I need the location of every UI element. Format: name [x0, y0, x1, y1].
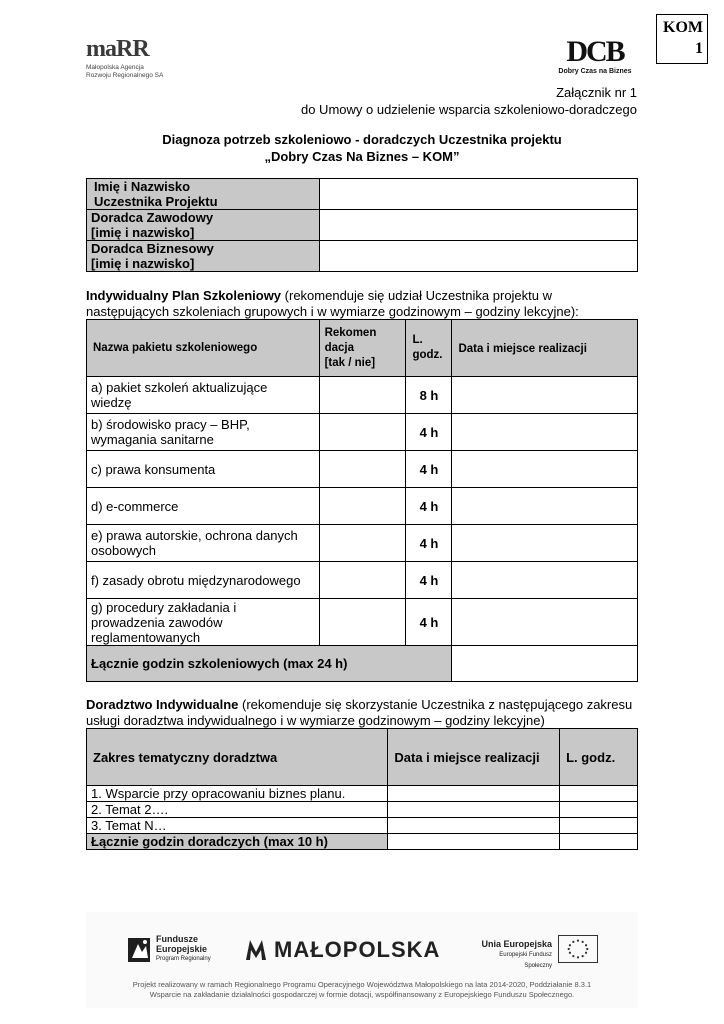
advisory-topic: 3. Temat N… [87, 818, 388, 834]
training-row [87, 451, 638, 488]
col-recommendation-line1: Rekomen [324, 326, 377, 339]
business-advisor-field[interactable] [320, 241, 638, 272]
eu-text [474, 939, 552, 972]
training-hours: 4 h [406, 488, 452, 525]
document-code-number: 1 [695, 40, 703, 57]
marr-logo [86, 36, 206, 84]
eu-flag-icon [558, 935, 598, 963]
training-hours: 4 h [406, 525, 452, 562]
training-total-label: Łącznie godzin szkoleniowych (max 24 h) [87, 646, 452, 682]
training-date-place-cell[interactable] [452, 488, 638, 525]
training-hours: 8 h [406, 377, 452, 414]
document-code-box [656, 14, 708, 64]
career-advisor-label-line1: Doradca Zawodowy [91, 210, 214, 225]
col-advisory-scope: Zakres tematyczny doradztwa [87, 729, 388, 786]
training-name [87, 414, 320, 451]
participant-name-label-line2: Uczestnika Projektu [94, 194, 218, 209]
col-recommendation-line2: dacja [324, 341, 354, 354]
fe-line3: Program Regionalny [156, 956, 211, 962]
career-advisor-field[interactable] [320, 210, 638, 241]
advisory-date-place-cell[interactable] [388, 818, 560, 834]
advisory-hours-cell[interactable] [560, 786, 638, 802]
career-advisor-label [87, 210, 320, 241]
training-row [87, 488, 638, 525]
training-recommendation-cell[interactable] [319, 562, 406, 599]
advisory-row [87, 802, 638, 818]
col-date-place: Data i miejsce realizacji [452, 320, 638, 377]
training-name [87, 451, 320, 488]
col-hours-line2: godz. [412, 349, 443, 361]
training-row [87, 599, 638, 646]
fundusze-europejskie-logo [128, 932, 220, 968]
training-plan-header-row [87, 320, 638, 377]
fe-line2: Europejskie [156, 944, 208, 954]
training-name-line1: a) pakiet szkoleń aktualizujące [91, 380, 268, 395]
training-plan-heading-bold: Indywidualny Plan Szkoleniowy [86, 288, 282, 303]
attachment-number: Załącznik nr 1 [556, 85, 637, 100]
document-title-line2: „Dobry Czas Na Biznes – KOM” [264, 149, 460, 164]
funding-note [86, 980, 638, 1000]
participant-name-field[interactable] [320, 179, 638, 210]
document-title-line1: Diagnoza potrzeb szkoleniowo - doradczych Uczestnika projektu [162, 132, 562, 147]
business-advisor-row [87, 241, 638, 272]
advisory-row [87, 818, 638, 834]
dcb-logo-word: DCB [566, 35, 624, 68]
training-recommendation-cell[interactable] [319, 377, 406, 414]
malopolska-text: MAŁOPOLSKA [274, 937, 441, 962]
advisory-table [86, 728, 638, 850]
training-name-line2: wiedzę [91, 395, 132, 410]
col-recommendation [319, 320, 406, 377]
training-recommendation-cell[interactable] [319, 414, 406, 451]
training-recommendation-cell[interactable] [319, 488, 406, 525]
training-row [87, 562, 638, 599]
marr-logo-sub2: Rozwoju Regionalnego SA [86, 72, 164, 79]
advisory-topic: 2. Temat 2…. [87, 802, 388, 818]
training-name-line2: prowadzenia zawodów [91, 614, 223, 630]
training-name-line1: e) prawa autorskie, ochrona danych [91, 528, 298, 543]
dcb-logo-sub: Dobry Czas na Biznes [558, 68, 632, 75]
participant-table [86, 178, 638, 272]
training-date-place-cell[interactable] [452, 377, 638, 414]
training-hours: 4 h [406, 562, 452, 599]
training-hours: 4 h [406, 599, 452, 646]
training-date-place-cell[interactable] [452, 414, 638, 451]
advisory-header-row [87, 729, 638, 786]
advisory-hours-cell[interactable] [560, 802, 638, 818]
business-advisor-label-line1: Doradca Biznesowy [91, 241, 214, 256]
advisory-topic: 1. Wsparcie przy opracowaniu biznes planu. [87, 786, 388, 802]
col-hours-line1: L. [412, 334, 423, 346]
training-date-place-cell[interactable] [452, 562, 638, 599]
advisory-total-hours-cell[interactable] [560, 834, 638, 850]
training-recommendation-cell[interactable] [319, 599, 406, 646]
attachment-header [301, 84, 637, 118]
training-hours: 4 h [406, 451, 452, 488]
training-row [87, 414, 638, 451]
col-advisory-date-place: Data i miejsce realizacji [388, 729, 560, 786]
training-row [87, 525, 638, 562]
advisory-date-place-cell[interactable] [388, 802, 560, 818]
eu-line1: Unia Europejska [481, 939, 552, 949]
col-recommendation-line3: [tak / nie] [324, 356, 376, 369]
training-row [87, 377, 638, 414]
document-title [86, 131, 638, 165]
training-recommendation-cell[interactable] [319, 525, 406, 562]
advisory-total-place-cell[interactable] [388, 834, 560, 850]
training-name [87, 525, 320, 562]
advisory-date-place-cell[interactable] [388, 786, 560, 802]
fundusze-europejskie-icon [128, 932, 152, 966]
training-recommendation-cell[interactable] [319, 451, 406, 488]
funding-note-line2: Wsparcie na zakładanie działalności gospodarczej w formie dotacji, współfinansowany z Europejskiego Funduszu Społecznego. [149, 990, 575, 999]
training-date-place-cell[interactable] [452, 599, 638, 646]
advisory-heading-bold: Doradztwo Indywidualne [86, 697, 239, 712]
participant-name-label [87, 179, 320, 210]
training-name-line1: d) e-commerce [91, 498, 179, 514]
training-name-line3: reglamentowanych [91, 629, 201, 645]
participant-name-label-line1: Imię i Nazwisko [94, 179, 191, 194]
eu-line2: Europejski Fundusz Społeczny [499, 952, 552, 969]
training-plan-table [86, 319, 638, 682]
advisory-total-row [87, 834, 638, 850]
training-name-line2: osobowych [91, 543, 157, 558]
advisory-heading-text: (rekomenduje się skorzystanie Uczestnika z następującego zakresu usługi doradztwa indywidualnego i w wymiarze godzinowym – godziny lekcyjne) [86, 697, 633, 728]
marr-logo-word: maRR [86, 36, 149, 62]
col-hours [406, 320, 452, 377]
advisory-hours-cell[interactable] [560, 818, 638, 834]
col-advisory-hours: L. godz. [560, 729, 638, 786]
training-name-line1: c) prawa konsumenta [91, 461, 216, 477]
training-name-line1: g) procedury zakładania i [91, 599, 237, 615]
dcb-logo [550, 35, 640, 78]
training-name [87, 562, 320, 599]
marr-logo-sub1: Małopolska Agencja [86, 64, 144, 71]
advisory-row [87, 786, 638, 802]
career-advisor-row [87, 210, 638, 241]
document-code: KOM [663, 19, 703, 36]
training-name [87, 377, 320, 414]
business-advisor-label [87, 241, 320, 272]
fundusze-europejskie-text [156, 934, 211, 964]
funding-note-line1: Projekt realizowany w ramach Regionalnego Programu Operacyjnego Województwa Małopolskiego na lata 2014-2020, Poddziałanie 8.3.1 [132, 980, 592, 989]
eu-logo [474, 935, 598, 969]
training-total-value-cell[interactable] [452, 646, 638, 682]
career-advisor-label-line2: [imię i nazwisko] [91, 225, 195, 240]
malopolska-logo [244, 934, 440, 964]
training-date-place-cell[interactable] [452, 525, 638, 562]
col-package-name: Nazwa pakietu szkoleniowego [87, 320, 320, 377]
training-name-line1: b) środowisko pracy – BHP, [91, 417, 250, 432]
advisory-total-label: Łącznie godzin doradczych (max 10 h) [87, 834, 388, 850]
business-advisor-label-line2: [imię i nazwisko] [91, 256, 195, 271]
training-name-line1: f) zasady obrotu międzynarodowego [91, 572, 301, 588]
fe-line1: Fundusze [156, 934, 198, 944]
training-date-place-cell[interactable] [452, 451, 638, 488]
malopolska-mark-icon [244, 936, 268, 962]
participant-row [87, 179, 638, 210]
training-plan-heading-text: (rekomenduje się udział Uczestnika projektu w następujących szkoleniach grupowych i w wymiarze godzinowym – godziny lekcyjne): [86, 288, 579, 319]
training-name [87, 599, 320, 646]
training-name-line2: wymagania sanitarne [91, 432, 214, 447]
training-plan-heading [86, 288, 638, 320]
attachment-agreement: do Umowy o udzielenie wsparcia szkoleniowo-doradczego [300, 102, 637, 117]
advisory-heading [86, 697, 638, 729]
training-name [87, 488, 320, 525]
training-hours: 4 h [406, 414, 452, 451]
training-total-row [87, 646, 638, 682]
